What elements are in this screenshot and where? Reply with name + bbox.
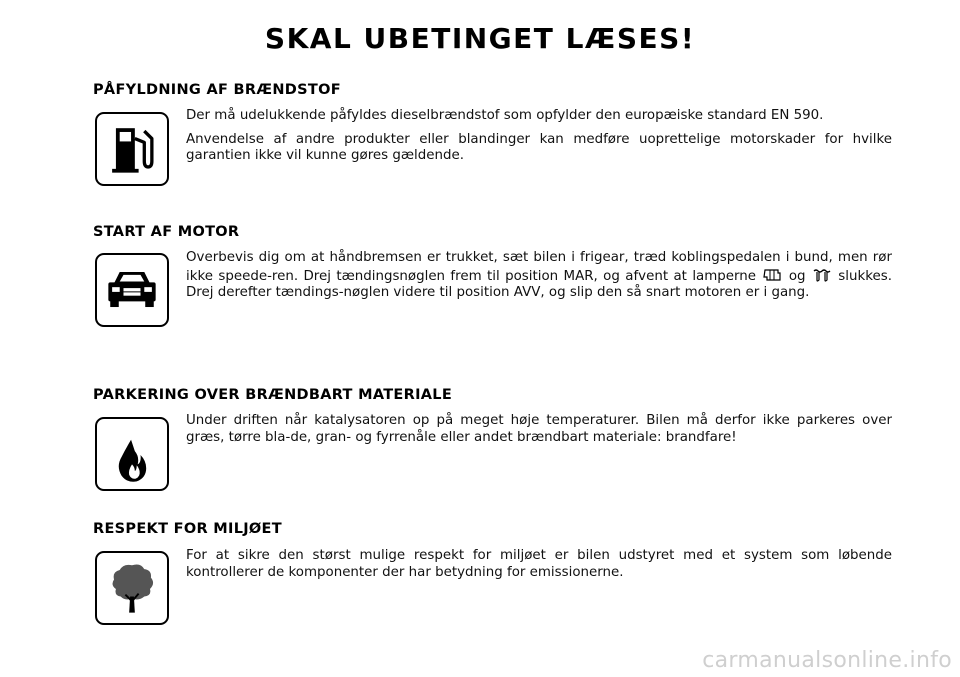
- fuel-paragraph-1: Der må udelukkende påfyldes dieselbrændstof som opfylder den europæiske standard EN 590.: [186, 108, 824, 123]
- glow-plug-icon: [811, 267, 833, 283]
- flame-icon: [95, 417, 169, 491]
- start-text-part2: og: [788, 268, 806, 284]
- watermark: carmanualsonline.info: [702, 648, 952, 673]
- start-text-part3: slukkes. Drej derefter tændings-nøglen videre til position AVV, og slip den så snart motoren er i gang.: [186, 268, 892, 300]
- section-text-fuel: [186, 108, 892, 172]
- environment-paragraph-1: For at sikre den størst mulige respekt for miljøet er bilen udstyret med et system som løbende kontrollerer de komponenter der har betydning for emissionerne.: [186, 548, 892, 580]
- section-text-start: [186, 250, 892, 309]
- section-heading-parking: PARKERING OVER BRÆNDBART MATERIALE: [93, 387, 453, 403]
- section-heading-fuel: PÅFYLDNING AF BRÆNDSTOF: [93, 82, 341, 98]
- parking-paragraph-1: Under driften når katalysatoren op på meget høje temperaturer. Bilen må derfor ikke parkeres over græs, tørre bla-de, gran- og fyrrenåle eller andet brændbart materiale: brandfare!: [186, 413, 892, 445]
- tree-icon: [95, 551, 169, 625]
- fuel-paragraph-2: Anvendelse af andre produkter eller blandinger kan medføre uoprettelige motorskader for hvilke garantien ikke vil kunne gøres gældende.: [186, 131, 892, 163]
- section-text-environment: [186, 548, 892, 588]
- start-text-part1: Overbevis dig om at håndbremsen er trukket, sæt bilen i frigear, træd koblingspedalen i bund, men rør ikke speede-ren. Drej tændingsnøglen frem til position MAR, og afvent at lamperne: [186, 250, 892, 284]
- section-heading-environment: RESPEKT FOR MILJØET: [93, 521, 282, 537]
- page-title: SKAL UBETINGET LÆSES!: [264, 22, 696, 55]
- section-text-parking: [186, 413, 892, 453]
- engine-warning-icon: [761, 267, 783, 283]
- section-heading-start: START AF MOTOR: [93, 224, 240, 240]
- car-front-icon: [95, 253, 169, 327]
- fuel-pump-icon: [95, 112, 169, 186]
